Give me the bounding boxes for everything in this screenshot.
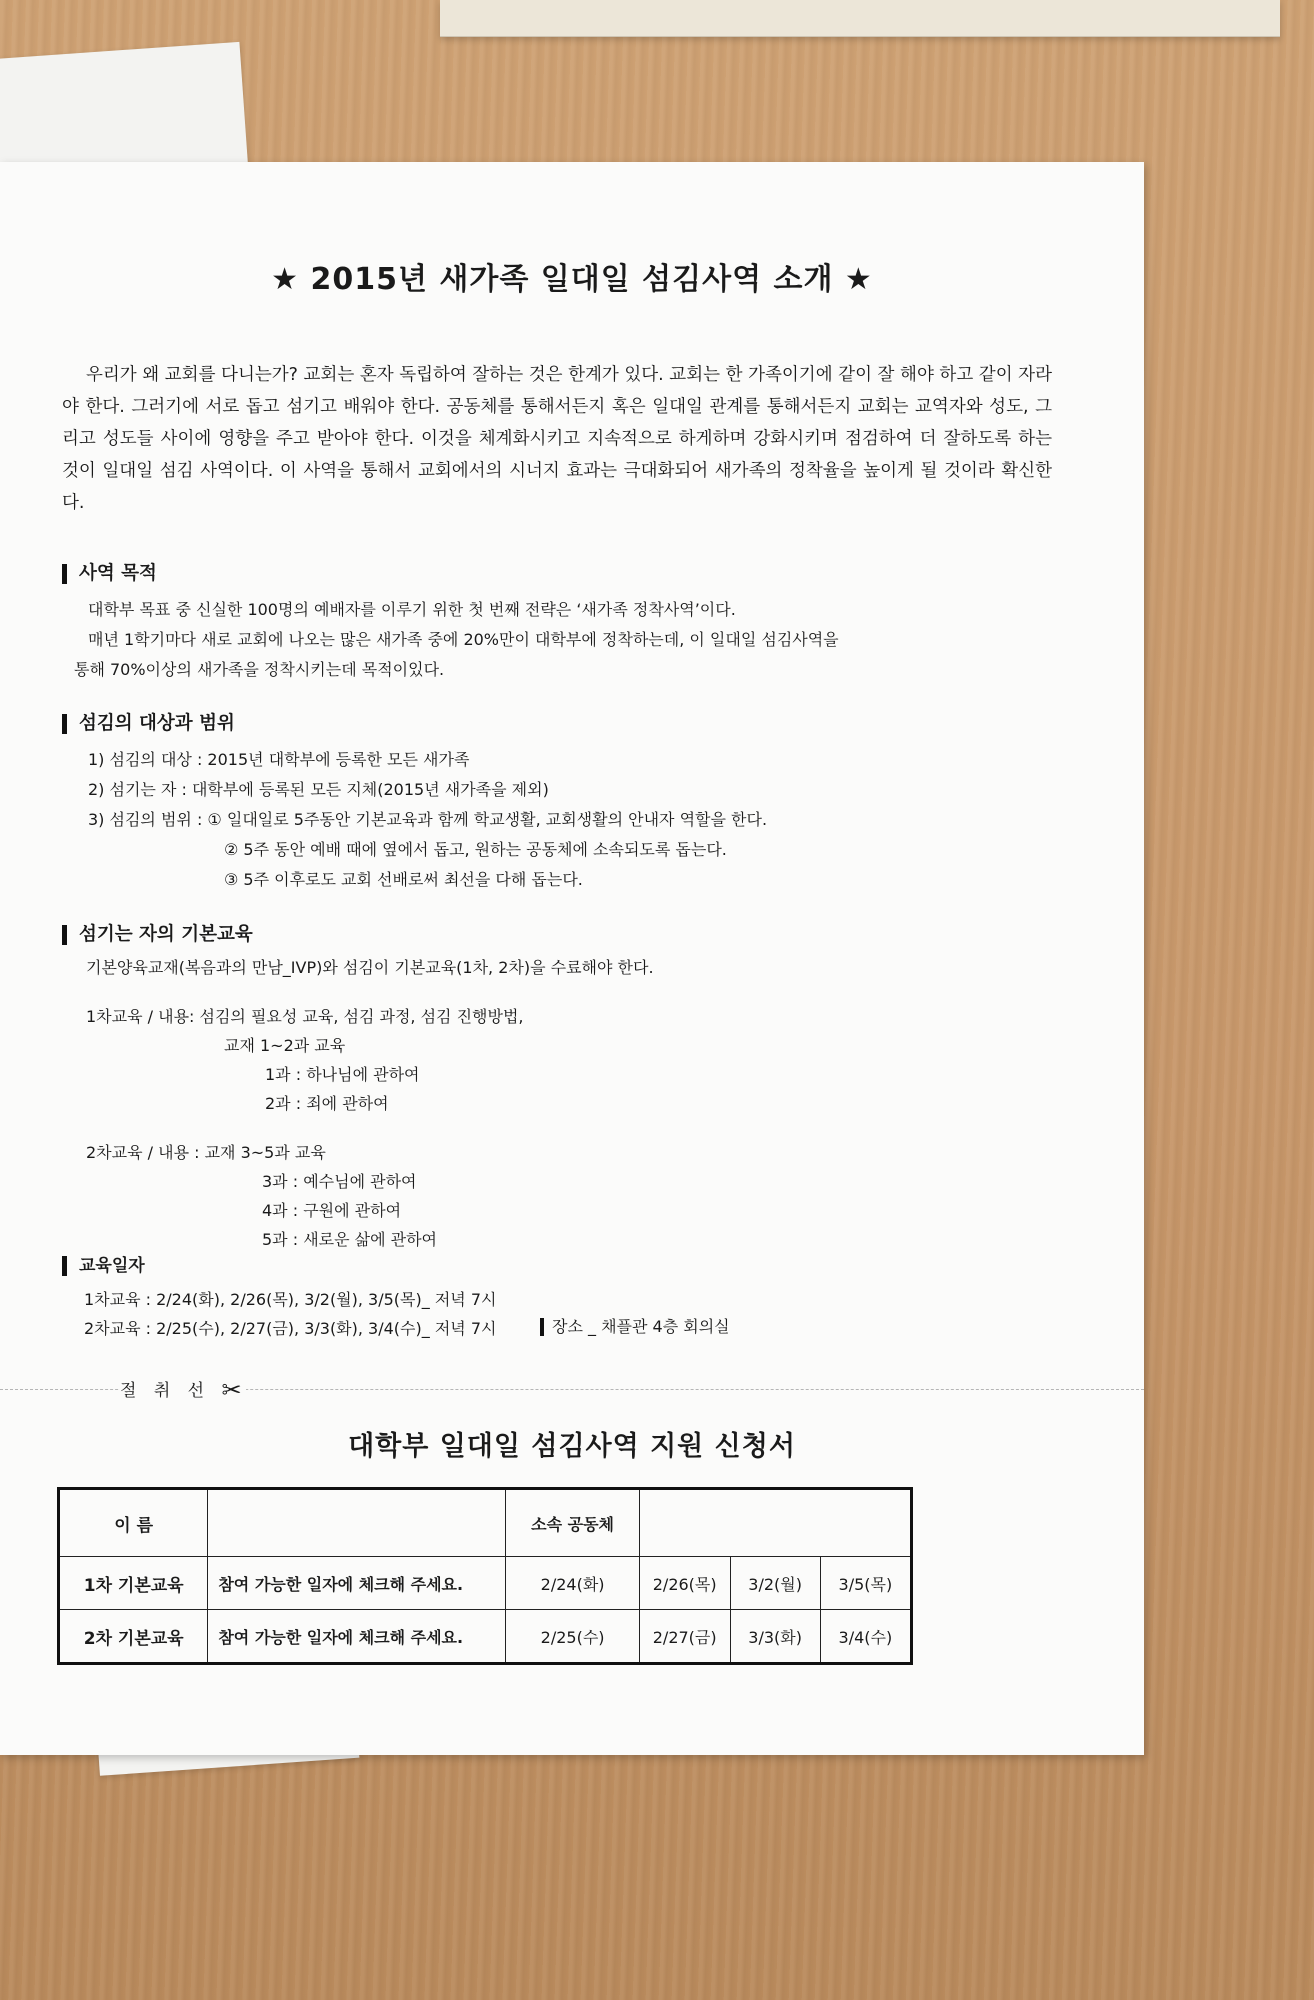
cut-label — [120, 1376, 246, 1404]
form-title: 대학부 일대일 섬김사역 지원 신청서 — [348, 1431, 796, 1462]
training-second-line-1: 2차교육 / 내용 : 교재 3~5과 교육 — [86, 1143, 326, 1162]
purpose-line-1: 대학부 목표 중 신실한 100명의 예배자를 이루기 위한 첫 번째 전략은 ‘새가족 정착사역’이다. — [88, 600, 736, 619]
section-scope-heading: 섬김의 대상과 범위 — [62, 714, 235, 734]
schedule-place: 장소 _ 채플관 4층 회의실 — [540, 1318, 730, 1336]
row-label: 2차 기본교육 — [59, 1610, 208, 1664]
scope-line-5: ③ 5주 이후로도 교회 선배로써 최선을 다해 돕는다. — [224, 870, 583, 889]
name-label: 이 름 — [59, 1489, 208, 1557]
section-schedule-heading: 교육일자 — [62, 1256, 145, 1276]
row-note: 참여 가능한 일자에 체크해 주세요. — [208, 1557, 506, 1610]
date-checkbox-cell[interactable]: 3/3(화) — [730, 1610, 820, 1664]
application-form-table — [57, 1487, 913, 1665]
scope-line-4: ② 5주 동안 예배 때에 옆에서 돕고, 원하는 공동체에 소속되도록 돕는다. — [224, 840, 727, 859]
name-field[interactable] — [208, 1489, 506, 1557]
date-checkbox-cell[interactable]: 3/4(수) — [820, 1610, 911, 1664]
intro-paragraph: 우리가 왜 교회를 다니는가? 교회는 혼자 독립하여 잘하는 것은 한계가 있다. 교회는 한 가족이기에 같이 잘 해야 하고 같이 자라야 한다. 그러기에 서로 돕고 섬기고 배워야 한다. 공동체를 통해서든지 혹은 일대일 관계를 통해서든지 교회는 교역자와 성도, 그리고 성도들 사이에 영향을 주고 받아야 한다. 이것을 체계화시키고 지속적으로 하게하며 강화시키며 점검하여 더 잘하도록 하는 것이 일대일 섬김 사역이다. 이 사역을 통해서 교회에서의 시너지 효과는 극대화되어 새가족의 정착율을 높이게 될 것이라 확신한다. — [62, 365, 1052, 513]
scope-line-2: 2) 섬기는 자 : 대학부에 등록된 모든 지체(2015년 새가족을 제외) — [88, 780, 549, 799]
document-title: ★ 2015년 새가족 일대일 섬김사역 소개 ★ — [271, 262, 873, 297]
training-second-line-4: 5과 : 새로운 삶에 관하여 — [262, 1230, 438, 1249]
schedule-first: 1차교육 : 2/24(화), 2/26(목), 3/2(월), 3/5(목)_ 저녁 7시 — [84, 1290, 497, 1309]
dept-field[interactable] — [639, 1489, 911, 1557]
form-row-second-training — [59, 1610, 912, 1664]
date-checkbox-cell[interactable]: 2/27(금) — [639, 1610, 730, 1664]
training-second-line-3: 4과 : 구원에 관하여 — [262, 1201, 402, 1220]
training-desc: 기본양육교재(복음과의 만남_IVP)와 섬김이 기본교육(1차, 2차)을 수료해야 한다. — [86, 958, 654, 977]
form-row-name — [59, 1489, 912, 1557]
schedule-second: 2차교육 : 2/25(수), 2/27(금), 3/3(화), 3/4(수)_ 저녁 7시 — [84, 1319, 497, 1338]
scope-line-3: 3) 섬김의 범위 : ① 일대일로 5주동안 기본교육과 함께 학교생활, 교회생활의 안내자 역할을 한다. — [88, 810, 768, 829]
paper-stack-top — [440, 0, 1280, 37]
form-row-first-training — [59, 1557, 912, 1610]
date-checkbox-cell[interactable]: 2/26(목) — [639, 1557, 730, 1610]
row-label: 1차 기본교육 — [59, 1557, 208, 1610]
date-checkbox-cell[interactable]: 3/5(목) — [820, 1557, 911, 1610]
row-note: 참여 가능한 일자에 체크해 주세요. — [208, 1610, 506, 1664]
dept-label: 소속 공동체 — [506, 1489, 640, 1557]
training-first-line-3: 1과 : 하나님에 관하여 — [265, 1065, 420, 1084]
training-first-line-2: 교재 1~2과 교육 — [224, 1036, 346, 1055]
date-checkbox-cell[interactable]: 2/24(화) — [506, 1557, 640, 1610]
training-first-line-1: 1차교육 / 내용: 섬김의 필요성 교육, 섬김 과정, 섬김 진행방법, — [86, 1007, 524, 1026]
section-purpose-heading: 사역 목적 — [62, 564, 157, 584]
date-checkbox-cell[interactable]: 2/25(수) — [506, 1610, 640, 1664]
scope-line-1: 1) 섬김의 대상 : 2015년 대학부에 등록한 모든 새가족 — [88, 750, 470, 769]
training-second-line-2: 3과 : 예수님에 관하여 — [262, 1172, 417, 1191]
scissors-icon: ✂ — [221, 1376, 242, 1404]
cut-label-text: 절 취 선 — [120, 1381, 211, 1401]
purpose-line-2: 매년 1학기마다 새로 교회에 나오는 많은 새가족 중에 20%만이 대학부에 정착하는데, 이 일대일 섬김사역을 — [88, 630, 839, 649]
document-page — [0, 162, 1144, 1755]
section-training-heading: 섬기는 자의 기본교육 — [62, 925, 253, 945]
date-checkbox-cell[interactable]: 3/2(월) — [730, 1557, 820, 1610]
purpose-line-3: 통해 70%이상의 새가족을 정착시키는데 목적이있다. — [74, 660, 445, 679]
training-first-line-4: 2과 : 죄에 관하여 — [265, 1094, 389, 1113]
